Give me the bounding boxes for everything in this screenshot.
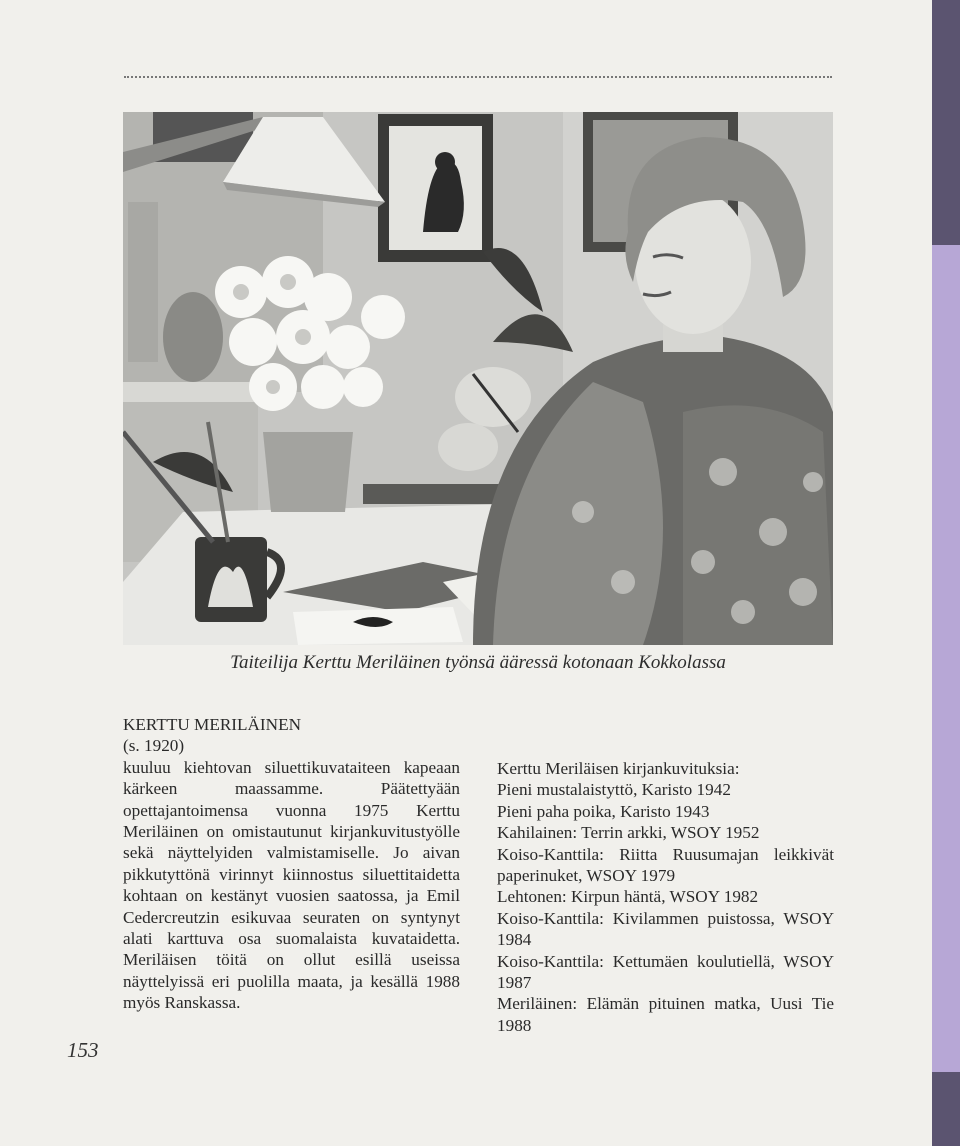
- dotted-rule: [124, 76, 832, 78]
- page-number: 153: [67, 1038, 99, 1062]
- works-item: Meriläinen: Elämän pituinen matka, Uusi Tie 1988: [497, 994, 834, 1035]
- works-item: Lehtonen: Kirpun häntä, WSOY 1982: [497, 887, 759, 907]
- edge-shadow: [932, 0, 960, 245]
- works-item: Koiso-Kanttila: Riitta Ruusumajan leikkivät paperinuket, WSOY 1979: [497, 844, 834, 886]
- works-item: Kahilainen: Terrin arkki, WSOY 1952: [497, 823, 760, 843]
- portrait-photo: [123, 112, 833, 645]
- photo-caption: Taiteilija Kerttu Meriläinen työnsä ääressä kotonaan Kokkolassa: [230, 652, 726, 673]
- biography-column: [123, 714, 460, 1014]
- works-list: [497, 758, 834, 1036]
- edge-shadow: [932, 1072, 960, 1146]
- works-item: Koiso-Kanttila: Kivilammen puistossa, WSOY 1984: [497, 908, 834, 950]
- works-item: Koiso-Kanttila: Kettumäen koulutiellä, WSOY 1987: [497, 951, 834, 993]
- page-edge: [932, 0, 960, 1146]
- works-item: Pieni mustalaistyttö, Karisto 1942: [497, 780, 731, 800]
- biography-text: kuuluu kiehtovan siluettikuvataiteen kapeaan kärkeen maassamme. Päätettyään opettajantoimensa vuonna 1975 Kerttu Meriläinen on omistautunut kirjankuvitustyölle sekä näyttelyiden valmistamiselle. Jo aivan pikkutyttönä virinnyt kiinnostus siluettitaidetta kohtaan on kestänyt vuosien saatossa, ja Emil Cedercreutzin esikuvaa seuraten on syntynyt alati karttuva osa suomalaista kuvataidetta. Meriläisen töitä on ollut esillä useissa näyttelyissä eri puolilla maata, ja kesällä 1988 myös Ranskassa.: [123, 757, 460, 1013]
- birth-year: (s. 1920): [123, 736, 185, 756]
- works-heading: Kerttu Meriläisen kirjankuvituksia:: [497, 759, 740, 778]
- artist-name: KERTTU MERILÄINEN: [123, 715, 301, 734]
- works-item: Pieni paha poika, Karisto 1943: [497, 801, 710, 821]
